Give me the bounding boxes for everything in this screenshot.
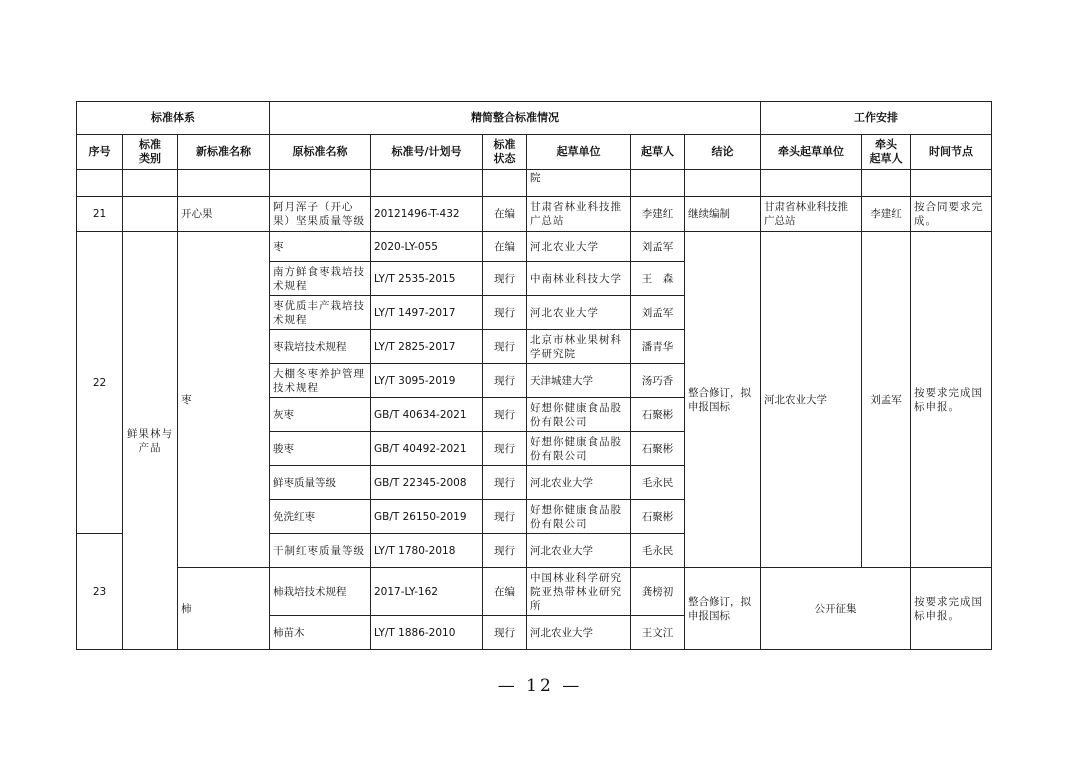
row-no-cell: 21 [77, 197, 123, 232]
category-cell: 鲜果林与产品 [123, 232, 178, 650]
code-cell: GB/T 26150-2019 [371, 500, 483, 534]
code-cell: LY/T 2825-2017 [371, 330, 483, 364]
status-cell: 现行 [483, 616, 527, 650]
lead-person-cell: 刘孟军 [862, 232, 911, 568]
status-cell: 现行 [483, 500, 527, 534]
drafter-org-cell: 好想你健康食品股份有限公司 [527, 398, 631, 432]
drafter-cell: 李建红 [631, 197, 685, 232]
lead-combined-cell: 公开征集 [761, 568, 911, 650]
code-cell: GB/T 40492-2021 [371, 432, 483, 466]
new-name-cell: 柿 [178, 568, 270, 650]
header-column-row [77, 135, 992, 170]
header-lead-org: 牵头起草单位 [761, 135, 862, 170]
drafter-cell: 王 森 [631, 262, 685, 296]
drafter-org-cell: 北京市林业果树科学研究院 [527, 330, 631, 364]
drafter-cell: 刘孟军 [631, 232, 685, 262]
drafter-org-cell: 天津城建大学 [527, 364, 631, 398]
header-timeline: 时间节点 [911, 135, 992, 170]
header-drafter: 起草人 [631, 135, 685, 170]
drafter-org-cell: 河北农业大学 [527, 296, 631, 330]
status-cell: 现行 [483, 262, 527, 296]
code-cell: 2017-LY-162 [371, 568, 483, 616]
conclusion-cell: 继续编制 [685, 197, 761, 232]
timeline-cell: 按合同要求完成。 [911, 197, 992, 232]
orig-name-cell: 柿苗木 [270, 616, 371, 650]
status-cell: 在编 [483, 568, 527, 616]
lead-person-cell: 李建红 [862, 197, 911, 232]
drafter-cell: 毛永民 [631, 466, 685, 500]
drafter-org-cell: 中南林业科技大学 [527, 262, 631, 296]
conclusion-cell: 整合修订，拟申报国标 [685, 232, 761, 568]
drafter-cell: 汤巧香 [631, 364, 685, 398]
code-cell: GB/T 40634-2021 [371, 398, 483, 432]
header-category: 标准 类别 [123, 135, 178, 170]
header-work-arrangement: 工作安排 [761, 102, 992, 135]
header-standard-system: 标准体系 [77, 102, 270, 135]
header-lead-person: 牵头 起草人 [862, 135, 911, 170]
table-row [77, 197, 992, 232]
drafter-org-cell: 河北农业大学 [527, 466, 631, 500]
status-cell: 现行 [483, 432, 527, 466]
drafter-org-cell: 河北农业大学 [527, 616, 631, 650]
drafter-cell: 毛永民 [631, 534, 685, 568]
drafter-org-cell: 中国林业科学研究院亚热带林业研究所 [527, 568, 631, 616]
standards-table [76, 101, 992, 650]
status-cell: 现行 [483, 534, 527, 568]
header-streamline-summary: 精简整合标准情况 [270, 102, 761, 135]
orig-name-cell: 枣优质丰产栽培技术规程 [270, 296, 371, 330]
orig-name-cell: 枣 [270, 232, 371, 262]
orig-name-cell: 灰枣 [270, 398, 371, 432]
status-cell: 现行 [483, 330, 527, 364]
status-cell: 现行 [483, 364, 527, 398]
code-cell: LY/T 2535-2015 [371, 262, 483, 296]
drafter-cell: 石聚彬 [631, 500, 685, 534]
header-group-row [77, 102, 992, 135]
orig-name-cell: 柿栽培技术规程 [270, 568, 371, 616]
orig-name-cell: 骏枣 [270, 432, 371, 466]
code-cell: LY/T 1780-2018 [371, 534, 483, 568]
code-cell: LY/T 1886-2010 [371, 616, 483, 650]
table-row [77, 568, 992, 616]
orig-name-cell: 大棚冬枣养护管理技术规程 [270, 364, 371, 398]
code-cell: 2020-LY-055 [371, 232, 483, 262]
code-cell: LY/T 1497-2017 [371, 296, 483, 330]
drafter-cell: 龚榜初 [631, 568, 685, 616]
drafter-org-cell: 好想你健康食品股份有限公司 [527, 500, 631, 534]
drafter-cell: 王文江 [631, 616, 685, 650]
drafter-cell: 石聚彬 [631, 398, 685, 432]
drafter-org-cell: 河北农业大学 [527, 534, 631, 568]
header-code: 标准号/计划号 [371, 135, 483, 170]
status-cell: 在编 [483, 232, 527, 262]
drafter-org-cell: 河北农业大学 [527, 232, 631, 262]
drafter-org-cell: 好想你健康食品股份有限公司 [527, 432, 631, 466]
status-cell: 在编 [483, 197, 527, 232]
orig-name-cell: 免洗红枣 [270, 500, 371, 534]
new-name-cell: 枣 [178, 232, 270, 568]
orig-name-cell: 鲜枣质量等级 [270, 466, 371, 500]
row-no-cell: 22 [77, 232, 123, 534]
orig-name-cell: 干制红枣质量等级 [270, 534, 371, 568]
header-drafter-org: 起草单位 [527, 135, 631, 170]
page-number: — 12 — [497, 676, 583, 696]
timeline-cell: 按要求完成国标申报。 [911, 232, 992, 568]
header-conclusion: 结论 [685, 135, 761, 170]
orig-name-cell: 南方鲜食枣栽培技术规程 [270, 262, 371, 296]
header-no: 序号 [77, 135, 123, 170]
header-status: 标准 状态 [483, 135, 527, 170]
new-name-cell: 开心果 [178, 197, 270, 232]
status-cell: 现行 [483, 398, 527, 432]
header-new-name: 新标准名称 [178, 135, 270, 170]
header-orig-name: 原标准名称 [270, 135, 371, 170]
drafter-org-cell: 院 [527, 170, 631, 197]
drafter-cell: 石聚彬 [631, 432, 685, 466]
orig-name-cell: 枣栽培技术规程 [270, 330, 371, 364]
code-cell: LY/T 3095-2019 [371, 364, 483, 398]
status-cell: 现行 [483, 296, 527, 330]
drafter-cell: 潘青华 [631, 330, 685, 364]
code-cell: GB/T 22345-2008 [371, 466, 483, 500]
table-row [77, 232, 992, 262]
orig-name-cell: 阿月浑子（开心果）坚果质量等级 [270, 197, 371, 232]
table-row [77, 170, 992, 197]
row-no-cell: 23 [77, 534, 123, 650]
lead-org-cell: 河北农业大学 [761, 232, 862, 568]
timeline-cell: 按要求完成国标申报。 [911, 568, 992, 650]
conclusion-cell: 整合修订，拟申报国标 [685, 568, 761, 650]
drafter-cell: 刘孟军 [631, 296, 685, 330]
status-cell: 现行 [483, 466, 527, 500]
code-cell: 20121496-T-432 [371, 197, 483, 232]
drafter-org-cell: 甘肃省林业科技推广总站 [527, 197, 631, 232]
lead-org-cell: 甘肃省林业科技推广总站 [761, 197, 862, 232]
